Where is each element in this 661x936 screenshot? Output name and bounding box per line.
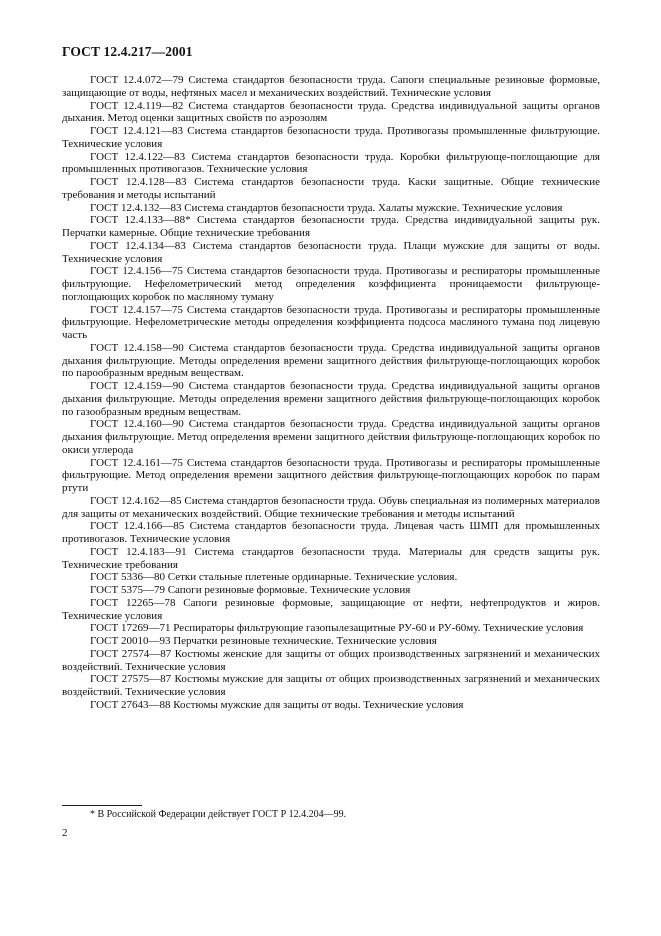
reference-item: ГОСТ 12.4.119—82 Система стандартов безопасности труда. Средства индивидуальной защиты органов дыхания. Метод оценки защитных свойств по аэрозолям [62, 99, 600, 125]
reference-item: ГОСТ 12.4.158—90 Система стандартов безопасности труда. Средства индивидуальной защиты органов дыхания фильтрующие. Методы определения времени защитного действия фильтрующе-поглощающих коробок по парообразным вредным веществам. [62, 341, 600, 380]
reference-item: ГОСТ 12.4.160—90 Система стандартов безопасности труда. Средства индивидуальной защиты органов дыхания фильтрующие. Метод определения времени защитного действия фильтрующе-поглощающих коробок по окиси углерода [62, 418, 600, 456]
reference-item: ГОСТ 20010—93 Перчатки резиновые технические. Технические условия [90, 635, 437, 647]
reference-item: ГОСТ 5375—79 Сапоги резиновые формовые. Технические условия [90, 584, 411, 596]
reference-item: ГОСТ 12.4.072—79 Система стандартов безопасности труда. Сапоги специальные резиновые формовые, защищающие от воды, нефтяных масел и механических воздействий. Технические условия [62, 74, 600, 99]
reference-item: ГОСТ 12.4.161—75 Система стандартов безопасности труда. Противогазы и респираторы промышленные фильтрующие. Метод определения времени защитного действия фильтрующе-поглощающих коробок по парам ртути [62, 456, 600, 494]
reference-item: ГОСТ 27574—87 Костюмы женские для защиты от общих производственных загрязнений и механических воздействий. Технические условия [62, 647, 600, 673]
reference-item: ГОСТ 17269—71 Респираторы фильтрующие газопылезащитные РУ-60 и РУ-60му. Технические условия [90, 622, 584, 635]
reference-item: ГОСТ 12.4.157—75 Система стандартов безопасности труда. Противогазы и респираторы промышленные фильтрующие. Нефелометрические методы определения коэффициента подсоса масляного тумана под лицевую часть [62, 303, 600, 341]
reference-item: ГОСТ 12.4.122—83 Система стандартов безопасности труда. Коробки фильтрующе-поглощающие для промышленных противогазов. Технические условия [62, 150, 600, 176]
reference-list [62, 74, 600, 712]
reference-item: ГОСТ 12.4.121—83 Система стандартов безопасности труда. Противогазы промышленные фильтрующие. Технические условия [62, 125, 600, 150]
reference-item: ГОСТ 12.4.156—75 Система стандартов безопасности труда. Противогазы и респираторы промышленные фильтрующие. Нефелометрический метод определения коэффициента проницаемости фильтрующе-поглощающих коробок по масляному туману [62, 265, 600, 303]
reference-item: ГОСТ 27643—88 Костюмы мужские для защиты от воды. Технические условия [90, 698, 464, 711]
reference-item: ГОСТ 12.4.159—90 Система стандартов безопасности труда. Средства индивидуальной защиты органов дыхания фильтрующие. Методы определения времени защитного действия фильтрующе-поглощающих коробок по газообразным вредным веществам. [62, 380, 600, 418]
reference-item: ГОСТ 27575—87 Костюмы мужские для защиты от общих производственных загрязнений и механических воздействий. Технические условия [62, 673, 600, 698]
reference-item: ГОСТ 12.4.133—88* Система стандартов безопасности труда. Средства индивидуальной защиты рук. Перчатки камерные. Общие технические требования [62, 214, 600, 239]
reference-item: ГОСТ 5336—80 Сетки стальные плетеные ординарные. Технические условия. [90, 571, 458, 584]
reference-item: ГОСТ 12.4.128—83 Система стандартов безопасности труда. Каски защитные. Общие технические требования и методы испытаний [62, 176, 600, 201]
footnote: * В Российской Федерации действует ГОСТ Р 12.4.204—99. [90, 809, 347, 820]
reference-item: ГОСТ 12.4.132—83 Система стандартов безопасности труда. Халаты мужские. Технические условия [90, 201, 563, 214]
footnote-divider [62, 805, 142, 806]
reference-item: ГОСТ 12.4.134—83 Система стандартов безопасности труда. Плащи мужские для защиты от воды. Технические условия [62, 239, 600, 265]
page-number: 2 [62, 827, 68, 839]
document-header: ГОСТ 12.4.217—2001 [62, 44, 193, 59]
reference-item: ГОСТ 12.4.162—85 Система стандартов безопасности труда. Обувь специальная из полимерных материалов для защиты от механических воздействий. Общие технические требования и методы испытаний [62, 494, 600, 520]
reference-item: ГОСТ 12.4.166—85 Система стандартов безопасности труда. Лицевая часть ШМП для промышленных противогазов. Технические условия [62, 520, 600, 545]
reference-item: ГОСТ 12.4.183—91 Система стандартов безопасности труда. Материалы для средств защиты рук. Технические требования [62, 545, 600, 571]
reference-item: ГОСТ 12265—78 Сапоги резиновые формовые, защищающие от нефти, нефтепродуктов и жиров. Технические условия [62, 596, 600, 622]
